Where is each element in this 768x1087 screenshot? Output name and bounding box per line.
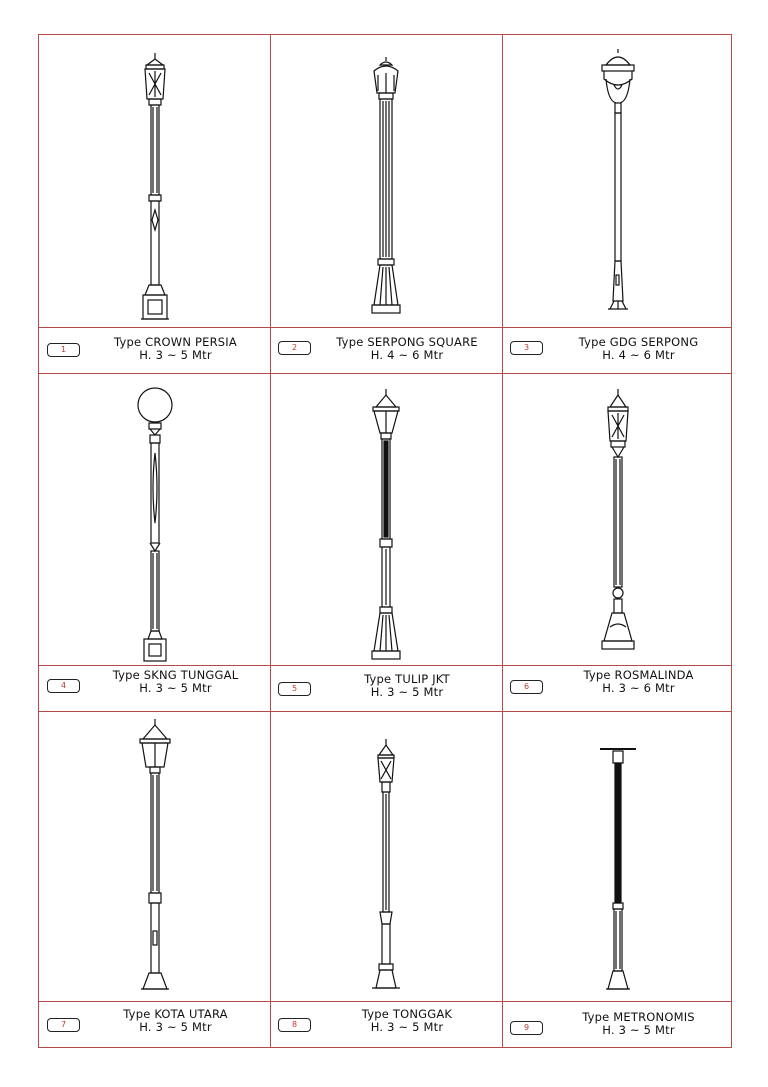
lamp-type-label: Type SKNG TUNGGAL	[112, 668, 239, 682]
lamp-height-label: H. 3 ~ 6 Mtr	[602, 681, 675, 695]
lamp-cell-6	[502, 373, 733, 711]
lamp-caption-5	[270, 665, 502, 710]
lamp-caption-text	[316, 1008, 498, 1034]
lamp-type-label: Type KOTA UTARA	[123, 1007, 228, 1021]
lamp-caption-text	[85, 669, 266, 695]
lamp-cell-1	[39, 35, 270, 373]
lamp-number-badge: 7	[47, 1018, 80, 1032]
lamp-cell-9	[502, 711, 733, 1049]
disc-lamp-icon	[502, 711, 733, 1001]
lamp-caption-text	[85, 1008, 266, 1034]
small-lantern-icon	[270, 711, 502, 1001]
tulip-lantern-icon	[270, 373, 502, 665]
lamp-caption-text	[548, 336, 729, 362]
lamp-type-label: Type TONGGAK	[361, 1007, 453, 1021]
lamp-caption-text	[548, 669, 729, 695]
lamp-cell-5	[270, 373, 502, 711]
lamp-caption-text	[85, 336, 266, 362]
lamp-cell-2	[270, 35, 502, 373]
lamp-type-label: Type GDG SERPONG	[578, 335, 699, 349]
lamp-number-badge: 6	[510, 680, 543, 694]
lamp-caption-text	[548, 1011, 729, 1037]
curved-arm-lantern-icon	[502, 35, 733, 327]
crown-lantern-icon	[502, 373, 733, 665]
lamp-height-label: H. 3 ~ 5 Mtr	[139, 1020, 212, 1034]
lamp-type-label: Type SERPONG SQUARE	[336, 335, 478, 349]
lantern-crown-icon	[39, 35, 270, 327]
lamp-catalog-sheet	[38, 34, 732, 1048]
lamp-type-label: Type ROSMALINDA	[583, 668, 694, 682]
lamp-number-badge: 3	[510, 341, 543, 355]
lamp-caption-3	[502, 327, 733, 372]
lamp-type-label: Type METRONOMIS	[582, 1010, 695, 1024]
lamp-cell-7	[39, 711, 270, 1049]
lamp-height-label: H. 4 ~ 6 Mtr	[602, 348, 675, 362]
lamp-caption-8	[270, 1001, 502, 1046]
lamp-caption-1	[39, 327, 270, 372]
lamp-number-badge: 1	[47, 343, 80, 357]
lamp-cell-8	[270, 711, 502, 1049]
lamp-number-badge: 5	[278, 682, 311, 696]
lamp-height-label: H. 3 ~ 5 Mtr	[139, 681, 212, 695]
lamp-number-badge: 4	[47, 679, 80, 693]
lamp-caption-text	[316, 673, 498, 699]
lamp-number-badge: 8	[278, 1018, 311, 1032]
lamp-type-label: Type TULIP JKT	[364, 672, 450, 686]
lamp-number-badge: 9	[510, 1021, 543, 1035]
lamp-cell-4	[39, 373, 270, 711]
globe-lamp-icon	[39, 373, 270, 665]
lamp-type-label: Type CROWN PERSIA	[114, 335, 237, 349]
lamp-number-badge: 2	[278, 341, 311, 355]
lamp-caption-7	[39, 1001, 270, 1046]
lamp-caption-4	[39, 665, 270, 710]
lamp-height-label: H. 3 ~ 5 Mtr	[370, 1020, 444, 1034]
lamp-height-label: H. 3 ~ 5 Mtr	[139, 348, 212, 362]
lamp-caption-text	[316, 336, 498, 362]
lamp-height-label: H. 3 ~ 5 Mtr	[602, 1023, 675, 1037]
lamp-height-label: H. 4 ~ 6 Mtr	[370, 348, 444, 362]
lamp-caption-9	[502, 1001, 733, 1046]
lamp-caption-6	[502, 665, 733, 710]
lamp-height-label: H. 3 ~ 5 Mtr	[370, 685, 444, 699]
lamp-cell-3	[502, 35, 733, 373]
lamp-caption-2	[270, 327, 502, 372]
acorn-lamp-icon	[270, 35, 502, 327]
coach-lantern-icon	[39, 711, 270, 1001]
